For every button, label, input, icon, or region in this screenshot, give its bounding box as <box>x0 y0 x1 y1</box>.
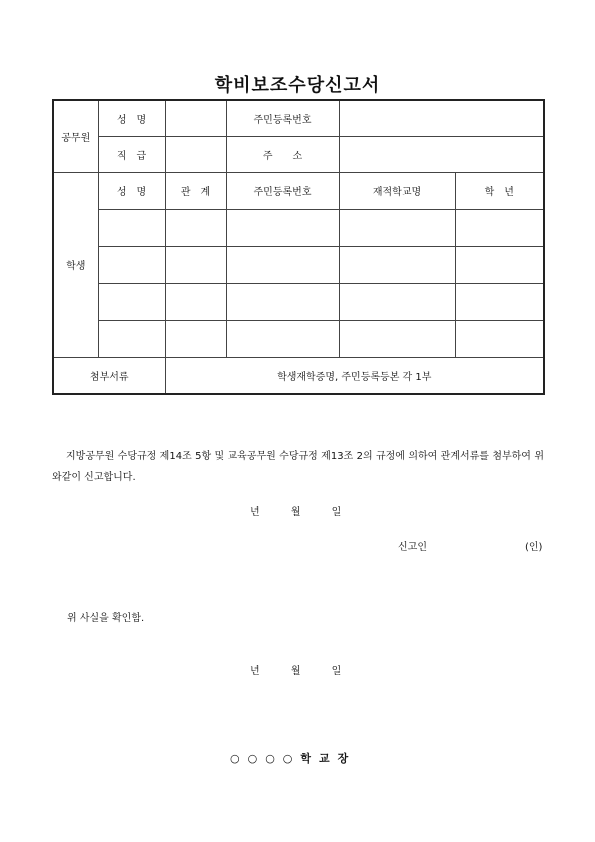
official-rrn-field[interactable] <box>339 100 544 136</box>
declaration-text: 지방공무원 수당규정 제14조 5항 및 교육공무원 수당규정 제13조 2의 규정에 의하여 관계서류를 첨부하여 위와같이 신고합니다. <box>52 451 544 483</box>
student-group-label: 학생 <box>53 172 98 357</box>
student-relation-field[interactable] <box>165 283 226 320</box>
report-date-line: 년 월 일 <box>250 507 342 518</box>
principal-signature: ○○○○학교장 <box>230 752 357 765</box>
student-header-relation: 관 계 <box>165 172 226 209</box>
student-school-field[interactable] <box>339 246 455 283</box>
student-school-field[interactable] <box>339 320 455 357</box>
student-relation-field[interactable] <box>165 320 226 357</box>
seal-label: (인) <box>525 542 543 553</box>
student-grade-field[interactable] <box>455 320 544 357</box>
student-school-field[interactable] <box>339 209 455 246</box>
student-grade-field[interactable] <box>455 283 544 320</box>
attachments-value: 학생재학증명, 주민등록등본 각 1부 <box>165 357 544 394</box>
confirmation-text: 위 사실을 확인함. <box>67 613 145 624</box>
official-name-field[interactable] <box>165 100 226 136</box>
student-header-grade: 학 년 <box>455 172 544 209</box>
student-grade-field[interactable] <box>455 209 544 246</box>
student-rrn-field[interactable] <box>226 209 339 246</box>
student-rrn-field[interactable] <box>226 320 339 357</box>
attachments-label: 첨부서류 <box>53 357 165 394</box>
student-name-field[interactable] <box>98 320 165 357</box>
document-title: 학비보조수당신고서 <box>214 75 381 96</box>
student-header-rrn: 주민등록번호 <box>226 172 339 209</box>
student-rrn-field[interactable] <box>226 283 339 320</box>
student-rrn-field[interactable] <box>226 246 339 283</box>
official-name-label: 성 명 <box>98 100 165 136</box>
official-address-label: 주 소 <box>226 136 339 172</box>
official-group-label: 공무원 <box>53 100 98 172</box>
confirmation-date-line: 년 월 일 <box>250 666 342 677</box>
student-school-field[interactable] <box>339 283 455 320</box>
student-relation-field[interactable] <box>165 209 226 246</box>
student-name-field[interactable] <box>98 246 165 283</box>
student-header-name: 성 명 <box>98 172 165 209</box>
official-rrn-label: 주민등록번호 <box>226 100 339 136</box>
official-address-field[interactable] <box>339 136 544 172</box>
report-form-table <box>52 99 545 395</box>
table-row <box>53 209 544 246</box>
student-grade-field[interactable] <box>455 246 544 283</box>
student-relation-field[interactable] <box>165 246 226 283</box>
student-header-school: 재적학교명 <box>339 172 455 209</box>
student-name-field[interactable] <box>98 209 165 246</box>
table-row <box>53 246 544 283</box>
reporter-label: 신고인 <box>398 542 427 553</box>
student-name-field[interactable] <box>98 283 165 320</box>
official-rank-field[interactable] <box>165 136 226 172</box>
table-row <box>53 320 544 357</box>
table-row <box>53 283 544 320</box>
official-rank-label: 직 급 <box>98 136 165 172</box>
